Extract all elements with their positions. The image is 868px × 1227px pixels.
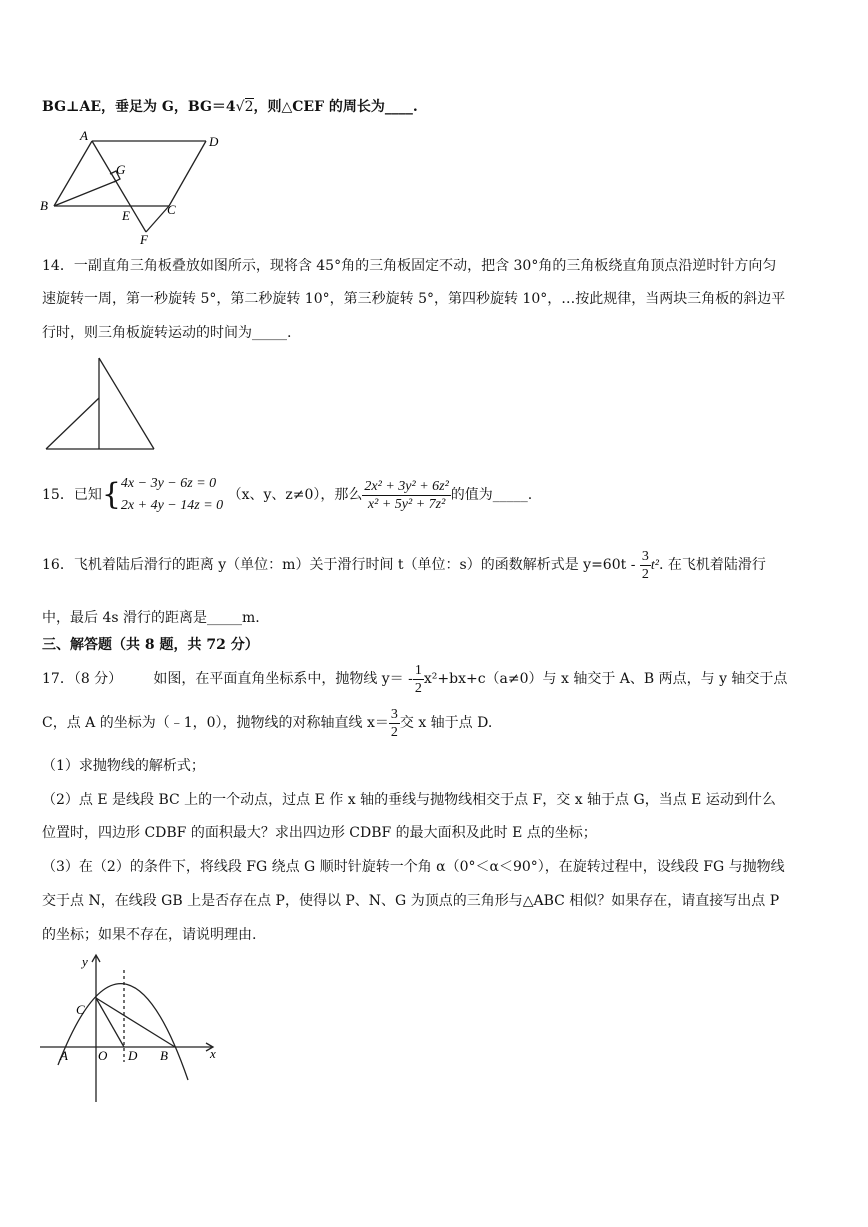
q15-numerator: 2x² + 3y² + 6z² — [364, 478, 449, 494]
q13-text — [42, 98, 418, 116]
q17-f2-num: 3 — [390, 706, 398, 722]
q15-line — [42, 470, 532, 520]
q17-part-3-line-1: （3）在（2）的条件下，将线段 FG 绕点 G 顺时针旋转一个角 α（0°＜α＜90°），在旋转过程中，设线段 FG 与抛物线 — [42, 859, 785, 875]
q15-prefix: 15．已知 — [42, 487, 102, 503]
q16-text-a: 16．飞机着陆后滑行的距离 y（单位：m）关于滑行时间 t（单位：s）的函数解析式是 y=60t - — [42, 557, 636, 573]
q17-label-c: C — [76, 1002, 85, 1017]
q15-brace: { — [101, 477, 121, 512]
q13-label-e: E — [122, 208, 130, 223]
q17-part-1: （1）求抛物线的解析式； — [42, 758, 205, 774]
q14-triangles-figure — [44, 356, 164, 456]
segment-cd — [96, 998, 124, 1047]
q17-line-2 — [42, 704, 492, 742]
q15-condition: （x、y、z≠0），那么 — [227, 487, 363, 503]
q17-label-x: x — [210, 1046, 216, 1061]
q17-fraction-2 — [389, 706, 400, 741]
q13-label-d: D — [209, 134, 219, 149]
q15-fraction — [362, 478, 450, 513]
q16-text-b: . 在飞机着陆滑行 — [658, 557, 766, 573]
q13-text-before: BG⊥AE，垂足为 G，BG＝4 — [42, 99, 236, 115]
q17-label-o: O — [98, 1048, 108, 1063]
q17-text-2a: C，点 A 的坐标为（﹣1，0），抛物线的对称轴直线 x＝ — [42, 715, 389, 731]
q16-frac-num: 3 — [641, 548, 649, 564]
q13-parallelogram-figure — [36, 128, 236, 248]
q17-text-2b: 交 x 轴于点 D. — [399, 715, 493, 731]
q13-text-after: ，则△CEF 的周长为____. — [253, 99, 418, 115]
q17-label-a: A — [60, 1048, 68, 1063]
q15-system — [121, 473, 223, 517]
q17-number: 17．（8 分） — [42, 671, 123, 687]
q14-line-3: 行时，则三角板旋转运动的时间为_____. — [42, 325, 292, 341]
q16-frac-den: 2 — [641, 566, 649, 582]
q17-label-y: y — [82, 954, 88, 969]
q17-fraction-1 — [413, 662, 424, 697]
q15-eq1: 4x − 3y − 6z = 0 — [120, 476, 217, 491]
q17-f2-den: 2 — [390, 724, 398, 740]
q13-label-a: A — [80, 128, 88, 143]
q15-denominator: x² + 5y² + 7z² — [367, 496, 446, 512]
q13-label-g: G — [116, 162, 126, 177]
sqrt-argument: 2 — [244, 99, 254, 115]
parabola — [58, 984, 188, 1080]
q17-label-b: B — [160, 1048, 168, 1063]
q14-line-2: 速旋转一周，第一秒旋转 5°，第二秒旋转 10°，第三秒旋转 5°，第四秒旋转 10°，…按此规律，当两块三角板的斜边平 — [42, 291, 786, 307]
q15-eq2: 2x + 4y − 14z = 0 — [120, 498, 224, 513]
q13-label-c: C — [167, 202, 176, 217]
q15-suffix: 的值为_____. — [450, 487, 533, 503]
q13-label-f: F — [140, 232, 148, 247]
q16-t-squared: t² — [650, 558, 659, 573]
q14-line-1: 14．一副直角三角板叠放如图所示，现将含 45°角的三角板固定不动，把含 30°角的三角板绕直角顶点沿逆时针方向匀 — [42, 258, 777, 274]
q17-part-3-line-2: 交于点 N，在线段 GB 上是否存在点 P，使得以 P、N、G 为顶点的三角形与△ABC 相似？如果存在，请直接写出点 P — [42, 893, 780, 909]
q17-part-2-line-2: 位置时，四边形 CDBF 的面积最大？求出四边形 CDBF 的最大面积及此时 E 点的坐标； — [42, 825, 597, 841]
q17-text-1b: x²+bx+c（a≠0）与 x 轴交于 A、B 两点，与 y 轴交于点 — [423, 671, 788, 687]
q16-line-2: 中，最后 4s 滑行的距离是_____m. — [42, 610, 260, 626]
q17-label-d: D — [128, 1048, 138, 1063]
q17-f1-den: 2 — [414, 680, 422, 696]
q17-line-1 — [42, 660, 787, 698]
q17-parabola-figure — [38, 950, 228, 1110]
q17-part-2-line-1: （2）点 E 是线段 BC 上的一个动点，过点 E 作 x 轴的垂线与抛物线相交于点 F，交 x 轴于点 G，当点 E 运动到什么 — [42, 792, 776, 808]
q16-fraction — [640, 548, 651, 583]
q13-label-b: B — [40, 198, 48, 213]
q16-line-1 — [42, 546, 766, 584]
q17-text-1a: 如图，在平面直角坐标系中，抛物线 y＝ - — [153, 671, 413, 687]
sqrt-sign: √ — [235, 99, 245, 115]
q17-f1-num: 1 — [414, 662, 422, 678]
q17-part-3-line-3: 的坐标；如果不存在，请说明理由. — [42, 927, 257, 943]
section-heading: 三、解答题（共 8 题，共 72 分） — [42, 637, 259, 653]
